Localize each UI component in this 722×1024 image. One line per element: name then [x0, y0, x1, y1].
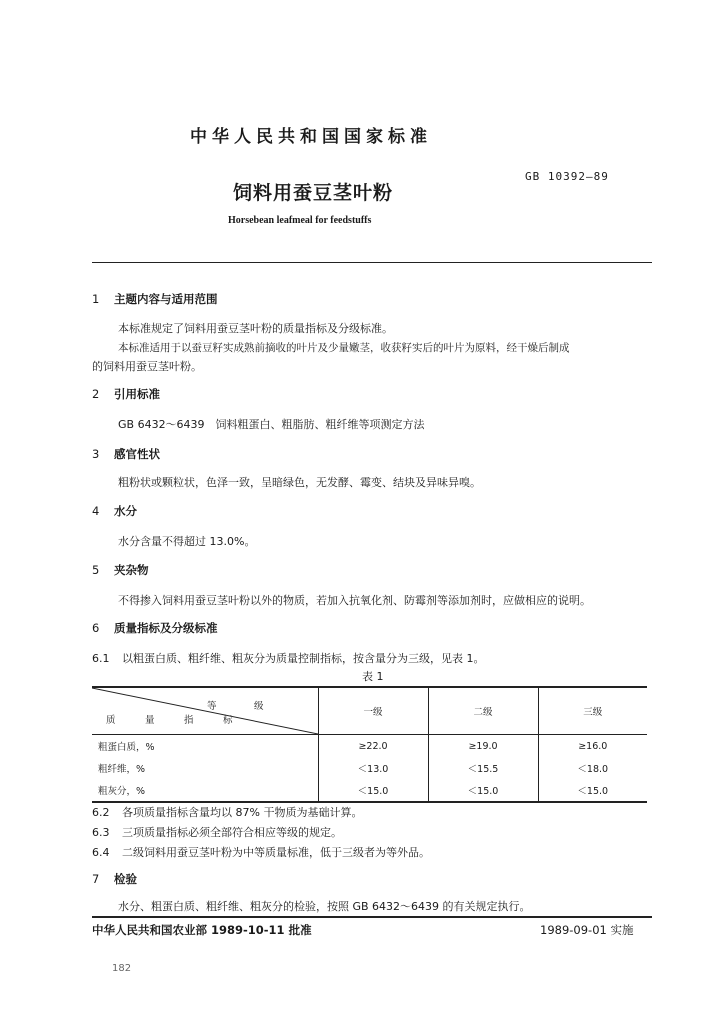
table-cell: ≥19.0 — [428, 735, 538, 758]
section-number: 7 — [92, 872, 100, 886]
section-title: 引用标准 — [114, 387, 160, 401]
diagonal-header-cell — [92, 687, 318, 735]
paragraph: 粗粉状或颗粒状，色泽一致，呈暗绿色，无发酵、霉变、结块及异味异嗅。 — [118, 476, 481, 489]
header-divider — [92, 262, 652, 263]
section-heading — [92, 871, 137, 887]
quality-grade-table — [92, 686, 647, 803]
table-row — [92, 757, 647, 779]
table-cell: ＜15.0 — [318, 779, 428, 802]
clause-number: 6.3 — [92, 826, 110, 839]
national-standard-title: 中华人民共和国国家标准 — [190, 127, 432, 147]
section-heading — [92, 620, 218, 636]
section-heading — [92, 386, 160, 402]
clause — [92, 804, 362, 820]
table-row — [92, 735, 647, 758]
implementation-date: 1989-09-01 实施 — [540, 923, 634, 937]
paragraph: 水分含量不得超过 13.0%。 — [118, 535, 256, 548]
paragraph: GB 6432～6439 饲料粗蛋白、粗脂肪、粗纤维等项测定方法 — [118, 418, 425, 431]
document-title: 饲料用蚕豆茎叶粉 — [233, 182, 394, 204]
section-heading — [92, 291, 218, 307]
section-heading — [92, 446, 160, 462]
clause-text: 三项质量指标必须全部符合相应等级的规定。 — [122, 826, 342, 839]
standard-number: GB 10392—89 — [525, 170, 609, 183]
table-cell: ＜15.5 — [428, 757, 538, 779]
table-cell: ≥16.0 — [538, 735, 647, 758]
table-cell: ≥22.0 — [318, 735, 428, 758]
clause-number: 6.4 — [92, 846, 110, 859]
paragraph: 不得掺入饲料用蚕豆茎叶粉以外的物质，若加入抗氧化剂、防霉剂等添加剂时，应做相应的说明。 — [118, 594, 591, 607]
paragraph: 的饲料用蚕豆茎叶粉。 — [92, 360, 202, 373]
paragraph: 本标准适用于以蚕豆籽实成熟前摘收的叶片及少量嫩茎，收获籽实后的叶片为原料，经干燥后制成 — [118, 342, 570, 354]
column-header: 二级 — [428, 687, 538, 735]
section-heading — [92, 503, 137, 519]
paragraph: 本标准规定了饲料用蚕豆茎叶粉的质量指标及分级标准。 — [118, 322, 393, 335]
header-grade-label: 等 级 — [206, 701, 278, 712]
footer-divider — [92, 916, 652, 918]
paragraph: 水分、粗蛋白质、粗纤维、粗灰分的检验，按照 GB 6432～6439 的有关规定执行。 — [118, 900, 531, 913]
section-number: 4 — [92, 504, 100, 518]
section-title: 感官性状 — [114, 447, 160, 461]
table-header-row — [92, 687, 647, 735]
english-title: Horsebean leafmeal for feedstuffs — [228, 215, 372, 226]
section-heading — [92, 562, 149, 578]
section-number: 5 — [92, 563, 100, 577]
table-cell: ＜15.0 — [428, 779, 538, 802]
table-cell: ＜15.0 — [538, 779, 647, 802]
section-title: 水分 — [114, 504, 137, 518]
row-label: 粗纤维，% — [98, 764, 146, 775]
table-caption: 表 1 — [362, 670, 384, 683]
approval-line: 中华人民共和国农业部 1989-10-11 批准 — [92, 923, 312, 937]
clause-number: 6.2 — [92, 806, 110, 819]
section-title: 检验 — [114, 872, 137, 886]
section-number: 1 — [92, 292, 100, 306]
page-number: 182 — [112, 963, 132, 974]
clause-text: 以粗蛋白质、粗纤维、粗灰分为质量控制指标，按含量分为三级，见表 1。 — [122, 652, 485, 665]
column-header: 三级 — [538, 687, 647, 735]
clause — [92, 650, 485, 666]
clause-number: 6.1 — [92, 652, 110, 665]
diagonal-line — [92, 688, 318, 734]
clause-text: 各项质量指标含量均以 87% 干物质为基础计算。 — [122, 806, 363, 819]
table-cell: ＜18.0 — [538, 757, 647, 779]
section-title: 质量指标及分级标准 — [114, 621, 218, 635]
clause-text: 二级饲料用蚕豆茎叶粉为中等质量标准，低于三级者为等外品。 — [122, 846, 430, 859]
section-number: 3 — [92, 447, 100, 461]
section-title: 夹杂物 — [114, 563, 149, 577]
clause — [92, 844, 430, 860]
clause — [92, 824, 342, 840]
row-label: 粗蛋白质，% — [98, 742, 155, 753]
section-number: 2 — [92, 387, 100, 401]
header-index-label: 质 量 指 标 — [106, 715, 243, 726]
row-label: 粗灰分，% — [92, 779, 318, 802]
table-row — [92, 779, 647, 802]
section-title: 主题内容与适用范围 — [114, 292, 218, 306]
column-header: 一级 — [318, 687, 428, 735]
section-number: 6 — [92, 621, 100, 635]
table-cell: ＜13.0 — [318, 757, 428, 779]
